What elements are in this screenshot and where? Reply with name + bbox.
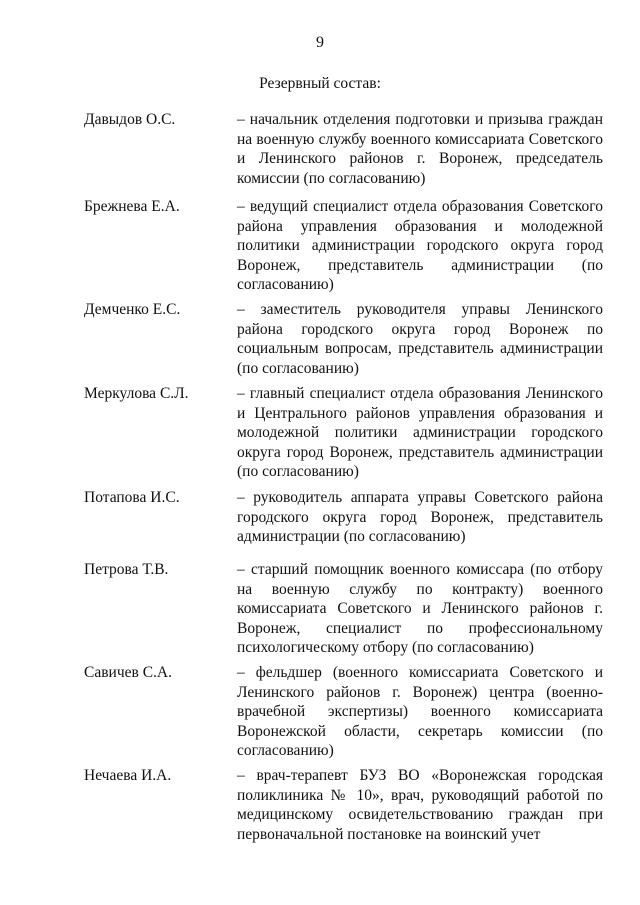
member-name: Брежнева Е.А. bbox=[84, 198, 180, 215]
member-name: Нечаева И.А. bbox=[84, 767, 172, 784]
member-name: Давыдов О.С. bbox=[84, 111, 176, 128]
member-description: – фельдшер (военного комиссариата Советского и Ленинского районов г. Воронеж) центра (военно-врачебной экспертизы) военного комиссариата Воронежской области, секретарь комиссии (по согласованию) bbox=[237, 664, 603, 759]
member-name: Потапова И.С. bbox=[84, 489, 180, 506]
member-description: – начальник отделения подготовки и призыва граждан на военную службу военного комиссариата Советского и Ленинского районов г. Воронеж, председатель комиссии (по согласованию) bbox=[237, 111, 603, 187]
member-description: – старший помощник военного комиссара (по отбору на военную службу по контракту) военного комиссариата Советского и Ленинского районов г. Воронеж, специалист по профессиональному психологическому отбору (по согласованию) bbox=[237, 561, 603, 656]
member-description: – руководитель аппарата управы Советского района городского округа город Воронеж, представитель администрации (по согласованию) bbox=[237, 489, 603, 545]
member-name: Савичев С.А. bbox=[84, 664, 172, 681]
member-name: Меркулова С.Л. bbox=[84, 385, 189, 402]
member-name: Петрова Т.В. bbox=[84, 561, 169, 578]
page-number: 9 bbox=[316, 34, 324, 51]
member-name: Демченко Е.С. bbox=[84, 301, 181, 318]
member-description: – врач-терапевт БУЗ ВО «Воронежская городская поликлиника № 10», врач, руководящий работой по медицинскому освидетельствованию граждан при первоначальной постановке на воинский учет bbox=[237, 767, 603, 843]
member-description: – заместитель руководителя управы Ленинского района городского округа город Воронеж по социальным вопросам, представитель администрации (по согласованию) bbox=[237, 301, 603, 377]
section-title: Резервный состав: bbox=[259, 75, 381, 92]
member-description: – главный специалист отдела образования Ленинского и Центрального районов управления образования и молодежной политики администрации городского округа город Воронеж, представитель администрации (по согласованию) bbox=[237, 385, 603, 480]
member-description: – ведущий специалист отдела образования Советского района управления образования и молодежной политики администрации городского округа город Воронеж, представитель администрации (по согласованию) bbox=[237, 198, 603, 293]
